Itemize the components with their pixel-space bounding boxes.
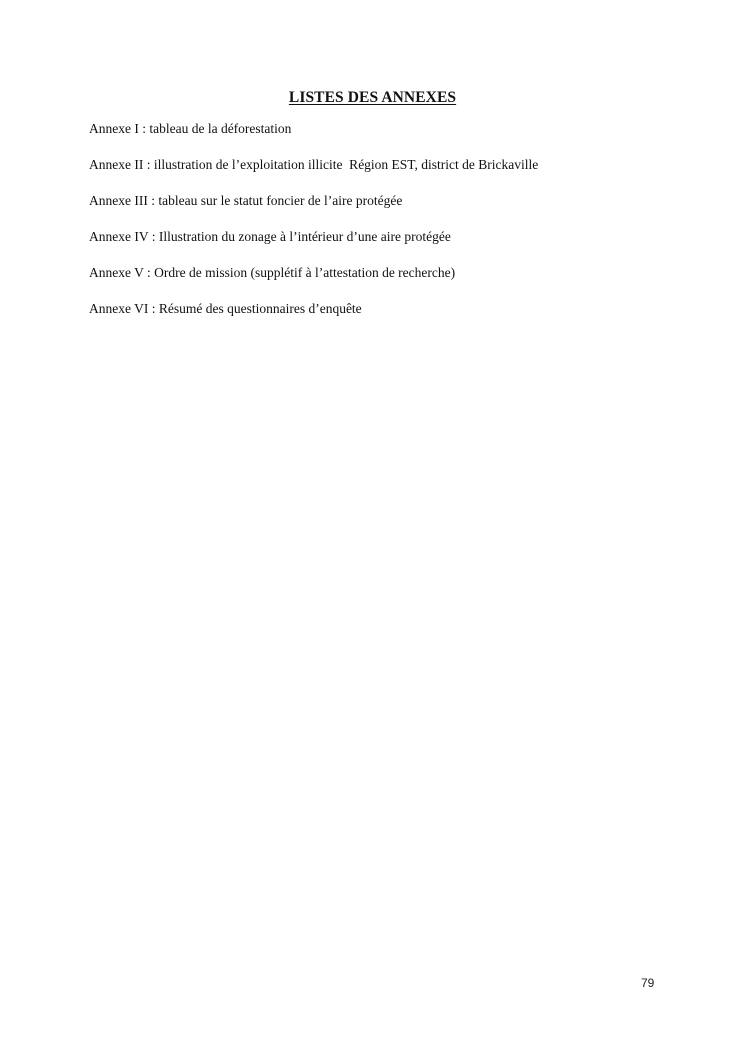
page-number: 79: [641, 976, 655, 990]
annex-list: [89, 120, 538, 336]
annex-item-3: Annexe III : tableau sur le statut foncier de l’aire protégée: [89, 193, 403, 208]
annex-item-4: Annexe IV : Illustration du zonage à l’intérieur d’une aire protégée: [89, 229, 451, 244]
annex-item-5: Annexe V : Ordre de mission (supplétif à l’attestation de recherche): [89, 265, 456, 280]
annex-item-2: Annexe II : illustration de l’exploitation illicite Région EST, district de Brickaville: [89, 157, 539, 172]
annex-item-1: Annexe I : tableau de la déforestation: [89, 121, 292, 136]
page-title: LISTES DES ANNEXES: [288, 89, 457, 106]
annex-item-6: Annexe VI : Résumé des questionnaires d’enquête: [89, 301, 362, 316]
